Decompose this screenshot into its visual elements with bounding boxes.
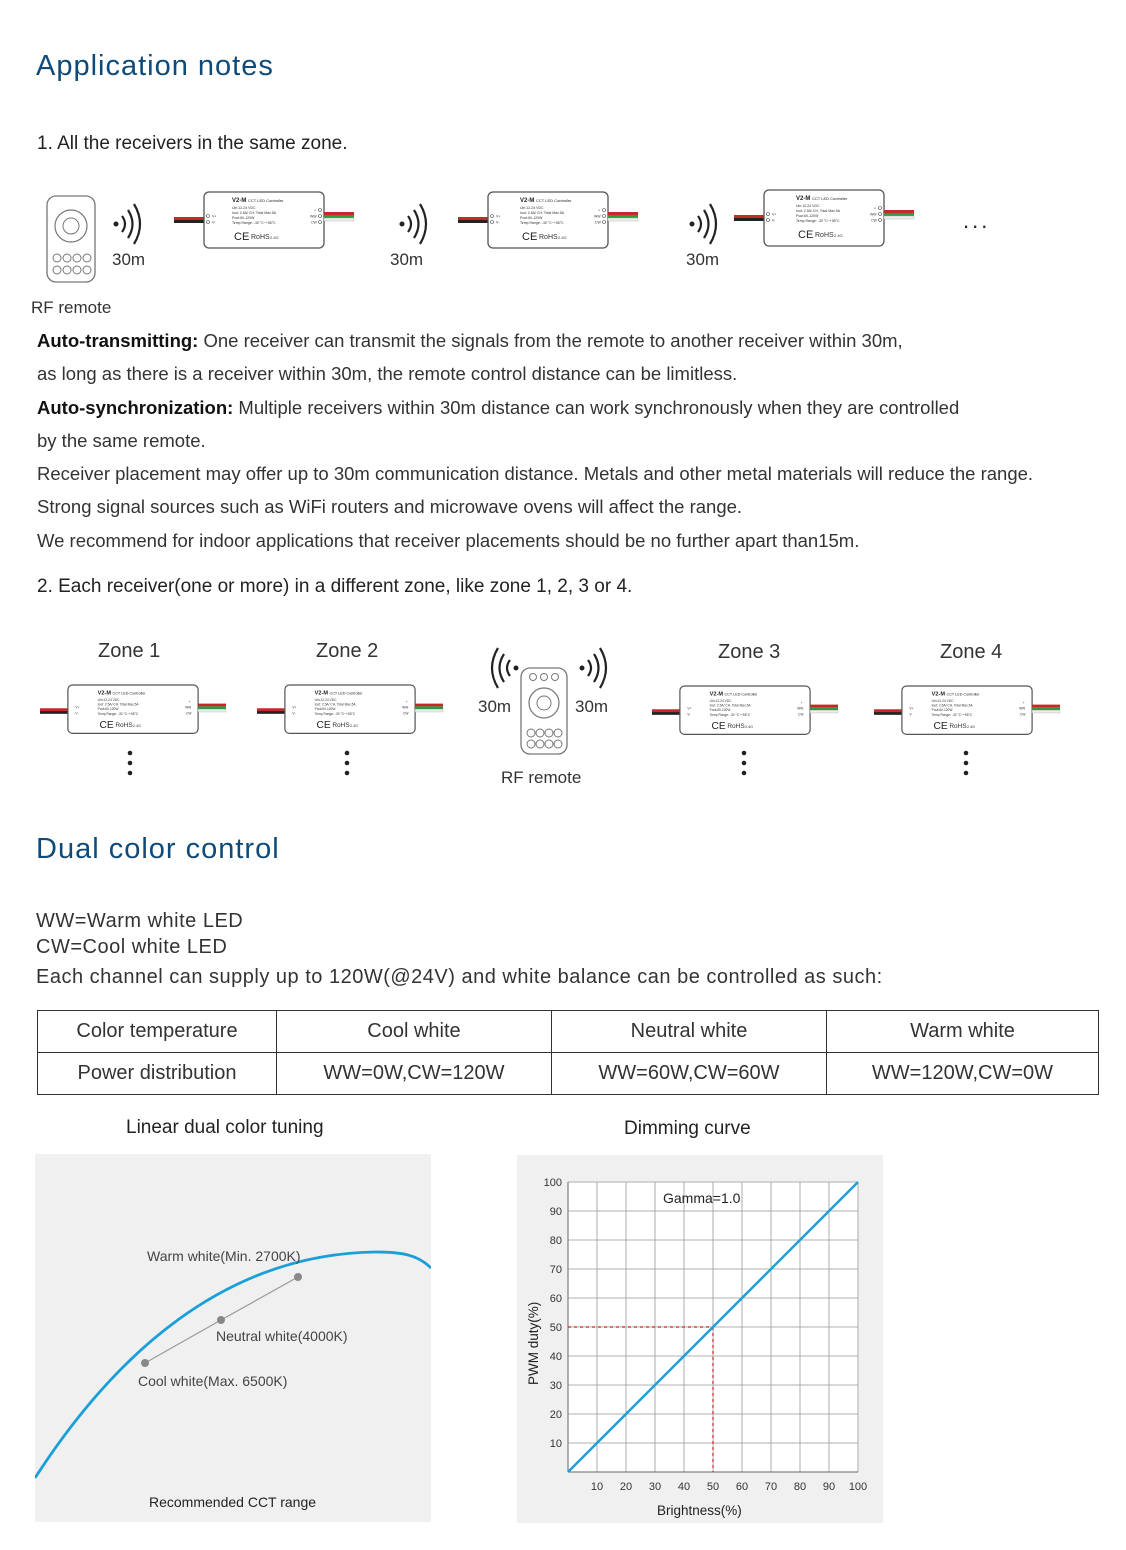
neutral-white-label: Neutral white(4000K) (216, 1328, 348, 1344)
terminal-label: WW (402, 705, 409, 710)
power-distribution-table (37, 1010, 1099, 1095)
rf-remote-label: RF remote (31, 298, 112, 317)
y-tick-label: 10 (549, 1438, 562, 1450)
device-model: V2-M (709, 691, 723, 698)
device-spec: Iout: 2.5A/ CH, Total Max.5A (709, 703, 751, 708)
dimming-title: Dimming curve (624, 1118, 751, 1139)
device-spec: Iout: 2.5A/ CH, Total Max.5A (796, 209, 841, 213)
terminal-label: CW (403, 711, 409, 716)
device-spec: Iout: 2.5A/ CH, Total Max.5A (232, 211, 277, 215)
device-model: V2-M (931, 691, 945, 698)
x-tick-label: 10 (590, 1481, 604, 1493)
device-spec: Temp Range: -30 °C~+55°C (520, 221, 564, 225)
note-indoor: We recommend for indoor applications that receiver placements should be no further apart than15m. (37, 530, 860, 551)
distance-label: 30m (112, 250, 146, 269)
distance-label-right: 30m (575, 697, 609, 716)
table-row (38, 1011, 1099, 1053)
device-spec: Uin:12-24 VDC (709, 698, 732, 703)
rohs-mark: RoHS (251, 234, 270, 241)
auto-transmitting-line1: One receiver can transmit the signals from the remote to another receiver within 30m, (198, 330, 903, 351)
cct-chord (145, 1320, 221, 1363)
ce-mark: CE (316, 719, 331, 731)
freq-mark: 2.4G (745, 724, 754, 729)
receiver-device-zone-4 (874, 686, 1060, 734)
cct-chord (221, 1277, 298, 1320)
terminal-label: V- (292, 711, 296, 716)
y-tick-label: 60 (549, 1293, 562, 1305)
freq-mark: 2.4G (558, 235, 567, 240)
terminal-label: V- (496, 220, 500, 225)
device-subtitle: CCT LED Controller (248, 198, 284, 203)
terminal-label: V+ (909, 706, 914, 711)
tuning-panel (35, 1154, 431, 1522)
terminal-label: V+ (772, 212, 777, 217)
terminal-label: + (405, 700, 408, 705)
terminal-label: V- (212, 220, 216, 225)
table-cell: WW=0W,CW=120W (277, 1053, 552, 1095)
terminal-label: + (874, 206, 877, 211)
zone-1-label: Zone 1 (98, 640, 161, 662)
terminal-label: WW (1019, 706, 1026, 711)
table-cell: WW=120W,CW=0W (827, 1053, 1099, 1095)
x-tick-label: 50 (706, 1481, 720, 1493)
device-spec: Temp Range: -30 °C~+55°C (931, 712, 973, 717)
x-tick-label: 30 (648, 1481, 662, 1493)
terminal-label: + (598, 208, 601, 213)
device-subtitle: CCT LED Controller (812, 196, 848, 201)
terminal-label: WW (797, 706, 804, 711)
terminal-label: CW (595, 220, 601, 225)
terminal-label: V+ (687, 706, 692, 711)
auto-sync-line2: by the same remote. (37, 430, 206, 451)
receiver-device-1 (174, 192, 354, 248)
auto-transmitting-line2: as long as there is a receiver within 30m, the remote control distance can be limitless. (37, 363, 738, 384)
freq-mark: 2.4G (133, 723, 142, 728)
signal-icon-right (580, 648, 607, 688)
device-model: V2-M (520, 198, 535, 204)
item-1-heading: 1. All the receivers in the same zone. (37, 133, 348, 154)
terminal-label: WW (870, 212, 877, 217)
terminal-label: CW (1020, 712, 1026, 717)
terminal-label: CW (798, 712, 804, 717)
ce-mark: CE (99, 719, 114, 731)
receiver-device-3 (734, 190, 914, 246)
table-cell: WW=60W,CW=60W (552, 1053, 827, 1095)
device-spec: Pout:60-120W (97, 707, 119, 712)
terminal-label: V+ (212, 214, 217, 219)
device-spec: Temp Range: -30 °C~+55°C (232, 221, 276, 225)
device-spec: Pout:60-120W (314, 707, 336, 712)
rohs-mark: RoHS (332, 721, 350, 729)
rohs-mark: RoHS (115, 721, 133, 729)
rohs-mark: RoHS (539, 234, 558, 241)
device-spec: Temp Range: -30 °C~+55°C (314, 711, 356, 716)
terminal-label: + (800, 701, 803, 706)
device-spec: Pout:60-120W (709, 708, 731, 713)
multi-zone-diagram-svg (0, 640, 1126, 800)
ww-definition: WW=Warm white LED (36, 910, 244, 932)
x-tick-label: 80 (793, 1481, 807, 1493)
section-title-dual-color: Dual color control (36, 833, 280, 865)
device-spec: Temp Range: -30 °C~+55°C (97, 711, 139, 716)
ce-mark: CE (933, 720, 948, 732)
x-axis-label: Brightness(%) (657, 1503, 742, 1518)
distance-label: 30m (390, 250, 424, 269)
signal-icon-left (492, 648, 519, 688)
device-subtitle: CCT LED Controller (536, 198, 572, 203)
table-cell: Warm white (827, 1011, 1099, 1053)
zone-4-label: Zone 4 (940, 641, 1003, 663)
device-model: V2-M (796, 196, 811, 202)
y-axis-label: PWM duty(%) (526, 1301, 541, 1385)
terminal-label: WW (310, 214, 317, 219)
device-model: V2-M (232, 198, 247, 204)
device-spec: Pout:60-120W (931, 708, 953, 713)
auto-sync-line1: Multiple receivers within 30m distance can work synchronously when they are controlled (233, 397, 960, 418)
terminal-label: WW (185, 705, 192, 710)
dimming-panel (517, 1155, 883, 1523)
y-tick-label: 50 (549, 1322, 562, 1334)
warm-white-point (294, 1273, 302, 1281)
definitions (36, 908, 883, 990)
terminal-label: WW (594, 214, 601, 219)
device-subtitle: CCT LED Controller (112, 691, 146, 696)
y-tick-label: 80 (549, 1235, 562, 1247)
signal-icon (400, 204, 427, 244)
warm-white-label: Warm white(Min. 2700K) (147, 1248, 301, 1264)
receiver-device-zone-2 (257, 685, 443, 733)
device-model: V2-M (97, 690, 111, 697)
x-tick-label: 40 (677, 1481, 691, 1493)
terminal-label: + (188, 700, 191, 705)
gamma-annotation: Gamma=1.0 (663, 1190, 741, 1206)
y-tick-label: 90 (549, 1206, 562, 1218)
cct-curve (35, 1252, 431, 1478)
table-row (38, 1053, 1099, 1095)
device-spec: Temp Range: -30 °C~+55°C (796, 219, 840, 223)
terminal-label: V- (687, 712, 691, 717)
cool-white-point (141, 1359, 149, 1367)
distance-label: 30m (686, 250, 720, 269)
cw-definition: CW=Cool white LED (36, 936, 228, 958)
same-zone-diagram (0, 180, 1126, 330)
ce-mark: CE (798, 229, 814, 241)
multi-zone-diagram (0, 640, 1126, 800)
y-tick-label: 100 (543, 1177, 562, 1189)
distance-label-left: 30m (478, 697, 512, 716)
terminal-label: V- (909, 712, 913, 717)
dimming-chart-svg (517, 1155, 883, 1523)
device-spec: Iout: 2.5A/ CH, Total Max.5A (520, 211, 565, 215)
ce-mark: CE (234, 231, 250, 243)
x-tick-label: 90 (822, 1481, 836, 1493)
rohs-mark: RoHS (727, 722, 745, 730)
terminal-label: V- (772, 218, 776, 223)
terminal-label: CW (186, 711, 192, 716)
table-cell: Power distribution (38, 1053, 277, 1095)
device-spec: Iout: 2.5A/ CH, Total Max.5A (314, 702, 356, 707)
terminal-label: V+ (75, 705, 80, 710)
freq-mark: 2.4G (834, 233, 843, 238)
item-2-heading: 2. Each receiver(one or more) in a different zone, like zone 1, 2, 3 or 4. (37, 576, 633, 597)
freq-mark: 2.4G (967, 724, 976, 729)
terminal-label: + (1022, 701, 1025, 706)
x-tick-label: 70 (764, 1481, 778, 1493)
ce-mark: CE (522, 231, 538, 243)
note-range: Receiver placement may offer up to 30m communication distance. Metals and other metal materials will reduce the range. (37, 463, 1034, 484)
x-tick-label: 100 (848, 1481, 868, 1493)
note-interference: Strong signal sources such as WiFi routers and microwave ovens will affect the range. (37, 496, 743, 517)
device-spec: Temp Range: -30 °C~+55°C (709, 712, 751, 717)
auto-sync-text (37, 391, 959, 424)
rf-remote-icon (521, 668, 567, 754)
neutral-white-point (217, 1316, 225, 1324)
receiver-device-2 (458, 192, 638, 248)
y-tick-label: 20 (549, 1409, 562, 1421)
section-title-application-notes: Application notes (36, 50, 274, 82)
freq-mark: 2.4G (350, 723, 359, 728)
device-spec: Uin:12-24 VDC (520, 206, 544, 210)
supply-description: Each channel can supply up to 120W(@24V) and white balance can be controlled as such: (36, 966, 883, 988)
device-spec: Uin:12-24 VDC (796, 204, 820, 208)
device-spec: Iout: 2.5A/ CH, Total Max.5A (931, 703, 973, 708)
auto-transmitting-text (37, 324, 903, 357)
ce-mark: CE (711, 720, 726, 732)
auto-transmitting-label: Auto-transmitting: (37, 330, 199, 351)
same-zone-diagram-svg (0, 180, 1126, 330)
device-spec: Uin:12-24 VDC (931, 698, 954, 703)
receiver-device-zone-1 (40, 685, 226, 733)
terminal-label: CW (311, 220, 317, 225)
zone-3-label: Zone 3 (718, 641, 781, 663)
device-spec: Uin:12-24 VDC (314, 697, 337, 702)
terminal-label: CW (871, 218, 877, 223)
auto-sync-label: Auto-synchronization: (37, 397, 234, 418)
device-spec: Uin:12-24 VDC (97, 697, 120, 702)
device-subtitle: CCT LED Controller (946, 692, 980, 697)
terminal-label: + (314, 208, 317, 213)
cct-range-label: Recommended CCT range (149, 1494, 317, 1510)
freq-mark: 2.4G (270, 235, 279, 240)
y-tick-label: 70 (549, 1264, 562, 1276)
more-ellipsis: ... (963, 208, 991, 233)
x-tick-label: 20 (619, 1481, 633, 1493)
tuning-svg (35, 1154, 431, 1522)
cool-white-label: Cool white(Max. 6500K) (138, 1373, 288, 1389)
device-spec: Pout:60-120W (796, 214, 819, 218)
device-model: V2-M (314, 690, 328, 697)
rf-remote-icon (47, 196, 95, 282)
device-spec: Pout:60-120W (520, 216, 543, 220)
rohs-mark: RoHS (815, 232, 834, 239)
table-cell: Cool white (277, 1011, 552, 1053)
signal-icon (690, 204, 717, 244)
terminal-label: V+ (496, 214, 501, 219)
signal-icon (114, 204, 141, 244)
zone-2-label: Zone 2 (316, 640, 379, 662)
rohs-mark: RoHS (949, 722, 967, 730)
terminal-label: V- (75, 711, 79, 716)
tuning-title: Linear dual color tuning (126, 1117, 324, 1138)
table-cell: Neutral white (552, 1011, 827, 1053)
y-tick-label: 40 (549, 1351, 562, 1363)
device-spec: Pout:60-120W (232, 216, 255, 220)
device-spec: Uin:12-24 VDC (232, 206, 256, 210)
table-cell: Color temperature (38, 1011, 277, 1053)
device-spec: Iout: 2.5A/ CH, Total Max.5A (97, 702, 139, 707)
x-tick-label: 60 (735, 1481, 749, 1493)
terminal-label: V+ (292, 705, 297, 710)
receiver-device-zone-3 (652, 686, 838, 734)
device-subtitle: CCT LED Controller (724, 692, 758, 697)
rf-remote-label: RF remote (501, 768, 582, 787)
y-tick-label: 30 (549, 1380, 562, 1392)
device-subtitle: CCT LED Controller (329, 691, 363, 696)
